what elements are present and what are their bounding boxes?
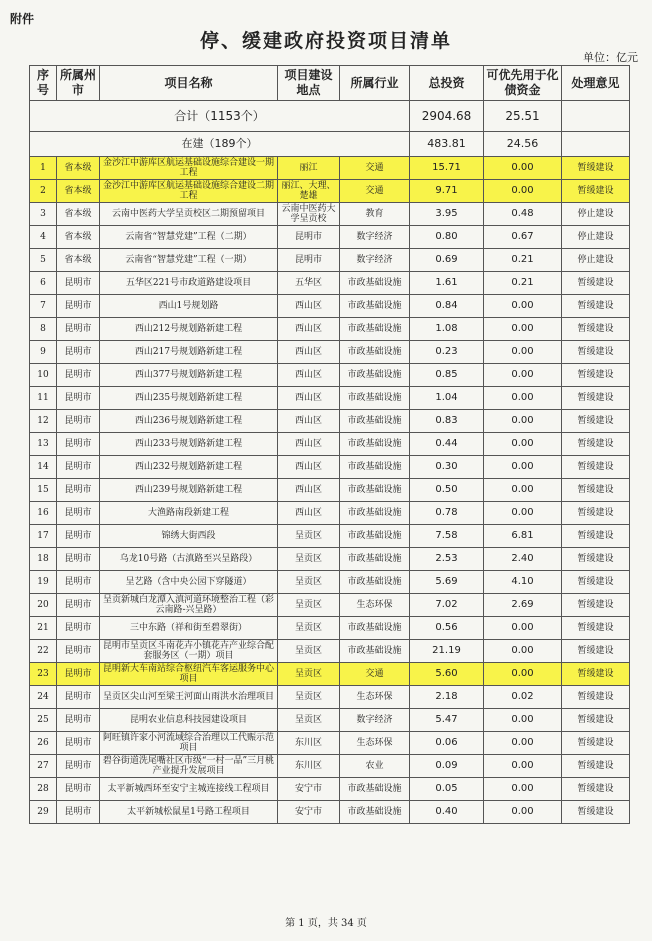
summary-funds: 25.51 bbox=[484, 101, 562, 132]
row-opinion: 暂缓建设 bbox=[562, 686, 630, 709]
row-industry: 市政基础设施 bbox=[340, 341, 410, 364]
row-prefecture: 昆明市 bbox=[57, 479, 100, 502]
row-priority-funds: 6.81 bbox=[484, 525, 562, 548]
header-priority-funds: 可优先用于化债资金 bbox=[484, 66, 562, 101]
row-priority-funds: 0.00 bbox=[484, 295, 562, 318]
row-opinion: 停止建设 bbox=[562, 226, 630, 249]
row-priority-funds: 0.00 bbox=[484, 755, 562, 778]
row-industry: 市政基础设施 bbox=[340, 364, 410, 387]
row-priority-funds: 0.00 bbox=[484, 364, 562, 387]
row-industry: 市政基础设施 bbox=[340, 387, 410, 410]
row-location: 丽江 bbox=[278, 157, 340, 180]
row-location: 呈贡区 bbox=[278, 525, 340, 548]
row-opinion: 暂缓建设 bbox=[562, 755, 630, 778]
row-location: 呈贡区 bbox=[278, 594, 340, 617]
row-opinion: 暂缓建设 bbox=[562, 801, 630, 824]
row-seq: 2 bbox=[30, 180, 57, 203]
subtotal-row bbox=[30, 132, 630, 157]
subtotal-funds: 24.56 bbox=[484, 132, 562, 157]
row-priority-funds: 0.00 bbox=[484, 410, 562, 433]
row-seq: 28 bbox=[30, 778, 57, 801]
header-name: 项目名称 bbox=[100, 66, 278, 101]
table-row bbox=[30, 180, 630, 203]
row-opinion: 暂缓建设 bbox=[562, 617, 630, 640]
row-seq: 13 bbox=[30, 433, 57, 456]
row-seq: 19 bbox=[30, 571, 57, 594]
row-priority-funds: 0.00 bbox=[484, 778, 562, 801]
table-row bbox=[30, 801, 630, 824]
row-location: 安宁市 bbox=[278, 801, 340, 824]
row-priority-funds: 0.00 bbox=[484, 341, 562, 364]
row-investment: 5.47 bbox=[410, 709, 484, 732]
row-seq: 18 bbox=[30, 548, 57, 571]
row-prefecture: 昆明市 bbox=[57, 548, 100, 571]
row-opinion: 暂缓建设 bbox=[562, 272, 630, 295]
row-prefecture: 昆明市 bbox=[57, 571, 100, 594]
row-project-name: 金沙江中游库区航运基础设施综合建设一期工程 bbox=[100, 157, 278, 180]
row-seq: 10 bbox=[30, 364, 57, 387]
row-prefecture: 昆明市 bbox=[57, 663, 100, 686]
table-row bbox=[30, 732, 630, 755]
row-investment: 1.61 bbox=[410, 272, 484, 295]
row-seq: 22 bbox=[30, 640, 57, 663]
row-project-name: 三中东路（祥和街至碧翠街） bbox=[100, 617, 278, 640]
subtotal-label: 在建（189个） bbox=[30, 132, 410, 157]
row-opinion: 暂缓建设 bbox=[562, 318, 630, 341]
row-prefecture: 昆明市 bbox=[57, 318, 100, 341]
table-row bbox=[30, 594, 630, 617]
row-investment: 0.80 bbox=[410, 226, 484, 249]
row-location: 西山区 bbox=[278, 318, 340, 341]
table-row bbox=[30, 249, 630, 272]
row-priority-funds: 0.00 bbox=[484, 663, 562, 686]
row-opinion: 暂缓建设 bbox=[562, 341, 630, 364]
row-prefecture: 昆明市 bbox=[57, 594, 100, 617]
row-seq: 29 bbox=[30, 801, 57, 824]
row-priority-funds: 0.21 bbox=[484, 272, 562, 295]
row-industry: 交通 bbox=[340, 663, 410, 686]
page-title: 停、缓建政府投资项目清单 bbox=[199, 30, 452, 52]
row-priority-funds: 0.67 bbox=[484, 226, 562, 249]
row-opinion: 暂缓建设 bbox=[562, 387, 630, 410]
row-seq: 3 bbox=[30, 203, 57, 226]
row-investment: 3.95 bbox=[410, 203, 484, 226]
row-location: 呈贡区 bbox=[278, 548, 340, 571]
summary-investment: 2904.68 bbox=[410, 101, 484, 132]
row-location: 西山区 bbox=[278, 433, 340, 456]
row-industry: 市政基础设施 bbox=[340, 318, 410, 341]
row-prefecture: 昆明市 bbox=[57, 272, 100, 295]
row-prefecture: 昆明市 bbox=[57, 502, 100, 525]
row-priority-funds: 0.00 bbox=[484, 387, 562, 410]
row-seq: 8 bbox=[30, 318, 57, 341]
row-priority-funds: 0.00 bbox=[484, 180, 562, 203]
row-project-name: 云南省“智慧党建”工程（一期） bbox=[100, 249, 278, 272]
row-opinion: 暂缓建设 bbox=[562, 663, 630, 686]
row-project-name: 西山212号规划路新建工程 bbox=[100, 318, 278, 341]
row-location: 西山区 bbox=[278, 387, 340, 410]
summary-opinion bbox=[562, 101, 630, 132]
row-investment: 0.44 bbox=[410, 433, 484, 456]
row-industry: 交通 bbox=[340, 180, 410, 203]
row-project-name: 碧谷街道洗尾嘴社区市级“一村一品”三月桃产业提升发展项目 bbox=[100, 755, 278, 778]
row-opinion: 暂缓建设 bbox=[562, 778, 630, 801]
row-location: 呈贡区 bbox=[278, 663, 340, 686]
row-prefecture: 省本级 bbox=[57, 249, 100, 272]
row-industry: 市政基础设施 bbox=[340, 295, 410, 318]
row-opinion: 暂缓建设 bbox=[562, 594, 630, 617]
project-table bbox=[29, 65, 630, 824]
table-row bbox=[30, 318, 630, 341]
row-investment: 0.30 bbox=[410, 456, 484, 479]
row-opinion: 停止建设 bbox=[562, 249, 630, 272]
table-row bbox=[30, 709, 630, 732]
row-prefecture: 昆明市 bbox=[57, 341, 100, 364]
row-prefecture: 昆明市 bbox=[57, 709, 100, 732]
row-opinion: 暂缓建设 bbox=[562, 433, 630, 456]
row-prefecture: 昆明市 bbox=[57, 525, 100, 548]
row-prefecture: 昆明市 bbox=[57, 433, 100, 456]
row-seq: 7 bbox=[30, 295, 57, 318]
row-location: 西山区 bbox=[278, 502, 340, 525]
row-industry: 教育 bbox=[340, 203, 410, 226]
row-prefecture: 昆明市 bbox=[57, 640, 100, 663]
row-prefecture: 昆明市 bbox=[57, 686, 100, 709]
row-priority-funds: 0.00 bbox=[484, 640, 562, 663]
row-investment: 7.02 bbox=[410, 594, 484, 617]
row-industry: 市政基础设施 bbox=[340, 640, 410, 663]
row-project-name: 太平新城西环至安宁主城连接线工程项目 bbox=[100, 778, 278, 801]
row-investment: 9.71 bbox=[410, 180, 484, 203]
row-industry: 市政基础设施 bbox=[340, 410, 410, 433]
row-investment: 0.05 bbox=[410, 778, 484, 801]
row-project-name: 昆明新大车南站综合枢纽汽车客运服务中心项目 bbox=[100, 663, 278, 686]
row-seq: 21 bbox=[30, 617, 57, 640]
unit-label: 单位：亿元 bbox=[583, 51, 638, 64]
table-row bbox=[30, 548, 630, 571]
row-priority-funds: 0.00 bbox=[484, 157, 562, 180]
row-location: 呈贡区 bbox=[278, 571, 340, 594]
row-location: 东川区 bbox=[278, 755, 340, 778]
subtotal-opinion bbox=[562, 132, 630, 157]
row-location: 呈贡区 bbox=[278, 709, 340, 732]
row-industry: 市政基础设施 bbox=[340, 433, 410, 456]
table-row bbox=[30, 617, 630, 640]
table-row bbox=[30, 502, 630, 525]
row-seq: 16 bbox=[30, 502, 57, 525]
row-investment: 0.85 bbox=[410, 364, 484, 387]
row-location: 西山区 bbox=[278, 456, 340, 479]
row-industry: 市政基础设施 bbox=[340, 525, 410, 548]
row-industry: 市政基础设施 bbox=[340, 617, 410, 640]
row-opinion: 暂缓建设 bbox=[562, 295, 630, 318]
row-seq: 27 bbox=[30, 755, 57, 778]
row-seq: 6 bbox=[30, 272, 57, 295]
row-location: 呈贡区 bbox=[278, 686, 340, 709]
table-row bbox=[30, 272, 630, 295]
row-seq: 4 bbox=[30, 226, 57, 249]
row-industry: 市政基础设施 bbox=[340, 456, 410, 479]
row-investment: 0.84 bbox=[410, 295, 484, 318]
table-row bbox=[30, 387, 630, 410]
table-row bbox=[30, 226, 630, 249]
row-project-name: 西山233号规划路新建工程 bbox=[100, 433, 278, 456]
row-prefecture: 昆明市 bbox=[57, 778, 100, 801]
row-opinion: 暂缓建设 bbox=[562, 502, 630, 525]
row-industry: 生态环保 bbox=[340, 686, 410, 709]
row-priority-funds: 4.10 bbox=[484, 571, 562, 594]
row-industry: 交通 bbox=[340, 157, 410, 180]
row-priority-funds: 0.00 bbox=[484, 479, 562, 502]
row-investment: 1.04 bbox=[410, 387, 484, 410]
row-prefecture: 省本级 bbox=[57, 203, 100, 226]
row-project-name: 西山236号规划路新建工程 bbox=[100, 410, 278, 433]
row-prefecture: 省本级 bbox=[57, 157, 100, 180]
row-project-name: 太平新城松鼠星1号路工程项目 bbox=[100, 801, 278, 824]
row-project-name: 西山1号规划路 bbox=[100, 295, 278, 318]
row-priority-funds: 0.48 bbox=[484, 203, 562, 226]
row-prefecture: 昆明市 bbox=[57, 456, 100, 479]
attachment-label: 附件 bbox=[10, 12, 35, 26]
row-investment: 0.06 bbox=[410, 732, 484, 755]
row-prefecture: 昆明市 bbox=[57, 617, 100, 640]
row-location: 呈贡区 bbox=[278, 617, 340, 640]
row-priority-funds: 2.40 bbox=[484, 548, 562, 571]
header-location: 项目建设地点 bbox=[278, 66, 340, 101]
row-priority-funds: 0.00 bbox=[484, 456, 562, 479]
row-investment: 0.23 bbox=[410, 341, 484, 364]
row-project-name: 锦绣大街西段 bbox=[100, 525, 278, 548]
row-project-name: 五华区221号市政道路建设项目 bbox=[100, 272, 278, 295]
row-investment: 2.18 bbox=[410, 686, 484, 709]
header-industry: 所属行业 bbox=[340, 66, 410, 101]
row-priority-funds: 0.00 bbox=[484, 732, 562, 755]
table-row bbox=[30, 410, 630, 433]
row-prefecture: 昆明市 bbox=[57, 387, 100, 410]
row-project-name: 呈贡新城白龙潭入滇河道环境整治工程（彩云南路-兴呈路） bbox=[100, 594, 278, 617]
row-priority-funds: 0.00 bbox=[484, 318, 562, 341]
row-opinion: 暂缓建设 bbox=[562, 548, 630, 571]
row-project-name: 云南省“智慧党建”工程（二期） bbox=[100, 226, 278, 249]
row-investment: 21.19 bbox=[410, 640, 484, 663]
row-industry: 市政基础设施 bbox=[340, 479, 410, 502]
table-row bbox=[30, 341, 630, 364]
row-investment: 5.60 bbox=[410, 663, 484, 686]
summary-row bbox=[30, 101, 630, 132]
row-priority-funds: 0.02 bbox=[484, 686, 562, 709]
row-location: 西山区 bbox=[278, 410, 340, 433]
row-opinion: 暂缓建设 bbox=[562, 525, 630, 548]
row-location: 安宁市 bbox=[278, 778, 340, 801]
row-opinion: 暂缓建设 bbox=[562, 709, 630, 732]
row-seq: 5 bbox=[30, 249, 57, 272]
row-project-name: 昆明市呈贡区斗南花卉小镇花卉产业综合配套服务区（一期）项目 bbox=[100, 640, 278, 663]
row-industry: 农业 bbox=[340, 755, 410, 778]
row-investment: 0.78 bbox=[410, 502, 484, 525]
table-row bbox=[30, 157, 630, 180]
row-project-name: 西山217号规划路新建工程 bbox=[100, 341, 278, 364]
row-industry: 市政基础设施 bbox=[340, 502, 410, 525]
row-investment: 5.69 bbox=[410, 571, 484, 594]
row-project-name: 西山232号规划路新建工程 bbox=[100, 456, 278, 479]
row-location: 东川区 bbox=[278, 732, 340, 755]
row-seq: 11 bbox=[30, 387, 57, 410]
header-prefecture: 所属州市 bbox=[57, 66, 100, 101]
row-location: 云南中医药大学呈贡校 bbox=[278, 203, 340, 226]
row-priority-funds: 0.00 bbox=[484, 433, 562, 456]
row-prefecture: 省本级 bbox=[57, 226, 100, 249]
row-investment: 0.50 bbox=[410, 479, 484, 502]
row-location: 昆明市 bbox=[278, 226, 340, 249]
summary-label: 合计（1153个） bbox=[30, 101, 410, 132]
row-seq: 20 bbox=[30, 594, 57, 617]
row-seq: 25 bbox=[30, 709, 57, 732]
row-investment: 0.09 bbox=[410, 755, 484, 778]
row-prefecture: 昆明市 bbox=[57, 364, 100, 387]
row-seq: 12 bbox=[30, 410, 57, 433]
row-industry: 市政基础设施 bbox=[340, 571, 410, 594]
row-seq: 26 bbox=[30, 732, 57, 755]
row-project-name: 云南中医药大学呈贡校区二期预留项目 bbox=[100, 203, 278, 226]
row-opinion: 暂缓建设 bbox=[562, 479, 630, 502]
row-investment: 15.71 bbox=[410, 157, 484, 180]
row-industry: 市政基础设施 bbox=[340, 778, 410, 801]
row-industry: 数字经济 bbox=[340, 709, 410, 732]
row-opinion: 暂缓建设 bbox=[562, 640, 630, 663]
row-seq: 15 bbox=[30, 479, 57, 502]
header-investment: 总投资 bbox=[410, 66, 484, 101]
row-investment: 1.08 bbox=[410, 318, 484, 341]
row-seq: 17 bbox=[30, 525, 57, 548]
row-location: 西山区 bbox=[278, 479, 340, 502]
table-row bbox=[30, 571, 630, 594]
row-location: 西山区 bbox=[278, 364, 340, 387]
table-row bbox=[30, 364, 630, 387]
row-project-name: 西山235号规划路新建工程 bbox=[100, 387, 278, 410]
row-project-name: 呈贡区尖山河至梁王河面山雨洪水治理项目 bbox=[100, 686, 278, 709]
row-prefecture: 省本级 bbox=[57, 180, 100, 203]
row-project-name: 大渔路南段新建工程 bbox=[100, 502, 278, 525]
row-opinion: 暂缓建设 bbox=[562, 410, 630, 433]
row-investment: 0.83 bbox=[410, 410, 484, 433]
row-investment: 2.53 bbox=[410, 548, 484, 571]
row-opinion: 暂缓建设 bbox=[562, 180, 630, 203]
header-row bbox=[30, 66, 630, 101]
row-project-name: 西山239号规划路新建工程 bbox=[100, 479, 278, 502]
row-investment: 0.69 bbox=[410, 249, 484, 272]
row-industry: 市政基础设施 bbox=[340, 272, 410, 295]
row-prefecture: 昆明市 bbox=[57, 732, 100, 755]
row-seq: 1 bbox=[30, 157, 57, 180]
row-prefecture: 昆明市 bbox=[57, 410, 100, 433]
row-location: 西山区 bbox=[278, 295, 340, 318]
row-location: 丽江、大理、楚雄 bbox=[278, 180, 340, 203]
table-row bbox=[30, 663, 630, 686]
row-location: 五华区 bbox=[278, 272, 340, 295]
row-seq: 14 bbox=[30, 456, 57, 479]
table-row bbox=[30, 686, 630, 709]
subtotal-investment: 483.81 bbox=[410, 132, 484, 157]
table-row bbox=[30, 295, 630, 318]
table-row bbox=[30, 778, 630, 801]
row-opinion: 暂缓建设 bbox=[562, 732, 630, 755]
row-opinion: 暂缓建设 bbox=[562, 364, 630, 387]
row-location: 呈贡区 bbox=[278, 640, 340, 663]
row-prefecture: 昆明市 bbox=[57, 755, 100, 778]
row-industry: 数字经济 bbox=[340, 249, 410, 272]
table-row bbox=[30, 640, 630, 663]
page-footer: 第 1 页，共 34 页 bbox=[285, 918, 367, 929]
row-seq: 24 bbox=[30, 686, 57, 709]
row-prefecture: 昆明市 bbox=[57, 801, 100, 824]
row-investment: 7.58 bbox=[410, 525, 484, 548]
row-opinion: 暂缓建设 bbox=[562, 456, 630, 479]
row-project-name: 昆明农业信息科技园建设项目 bbox=[100, 709, 278, 732]
row-investment: 0.40 bbox=[410, 801, 484, 824]
row-industry: 市政基础设施 bbox=[340, 801, 410, 824]
table-row bbox=[30, 203, 630, 226]
row-investment: 0.56 bbox=[410, 617, 484, 640]
row-priority-funds: 0.00 bbox=[484, 801, 562, 824]
table-row bbox=[30, 525, 630, 548]
table-row bbox=[30, 479, 630, 502]
row-location: 昆明市 bbox=[278, 249, 340, 272]
row-priority-funds: 0.00 bbox=[484, 709, 562, 732]
row-project-name: 西山377号规划路新建工程 bbox=[100, 364, 278, 387]
row-project-name: 阿旺镇许家小河流域综合治理以工代赈示范项目 bbox=[100, 732, 278, 755]
row-priority-funds: 0.21 bbox=[484, 249, 562, 272]
row-project-name: 乌龙10号路（古滇路至兴呈路段） bbox=[100, 548, 278, 571]
row-industry: 市政基础设施 bbox=[340, 548, 410, 571]
row-industry: 生态环保 bbox=[340, 732, 410, 755]
table-row bbox=[30, 456, 630, 479]
header-seq: 序号 bbox=[30, 66, 57, 101]
row-opinion: 暂缓建设 bbox=[562, 157, 630, 180]
row-priority-funds: 0.00 bbox=[484, 502, 562, 525]
row-opinion: 停止建设 bbox=[562, 203, 630, 226]
row-location: 西山区 bbox=[278, 341, 340, 364]
table-row bbox=[30, 755, 630, 778]
header-opinion: 处理意见 bbox=[562, 66, 630, 101]
row-prefecture: 昆明市 bbox=[57, 295, 100, 318]
table-row bbox=[30, 433, 630, 456]
row-opinion: 暂缓建设 bbox=[562, 571, 630, 594]
row-seq: 9 bbox=[30, 341, 57, 364]
row-industry: 数字经济 bbox=[340, 226, 410, 249]
row-seq: 23 bbox=[30, 663, 57, 686]
row-priority-funds: 2.69 bbox=[484, 594, 562, 617]
row-priority-funds: 0.00 bbox=[484, 617, 562, 640]
row-project-name: 金沙江中游库区航运基础设施综合建设二期工程 bbox=[100, 180, 278, 203]
row-project-name: 呈艺路（含中央公园下穿隧道） bbox=[100, 571, 278, 594]
row-industry: 生态环保 bbox=[340, 594, 410, 617]
